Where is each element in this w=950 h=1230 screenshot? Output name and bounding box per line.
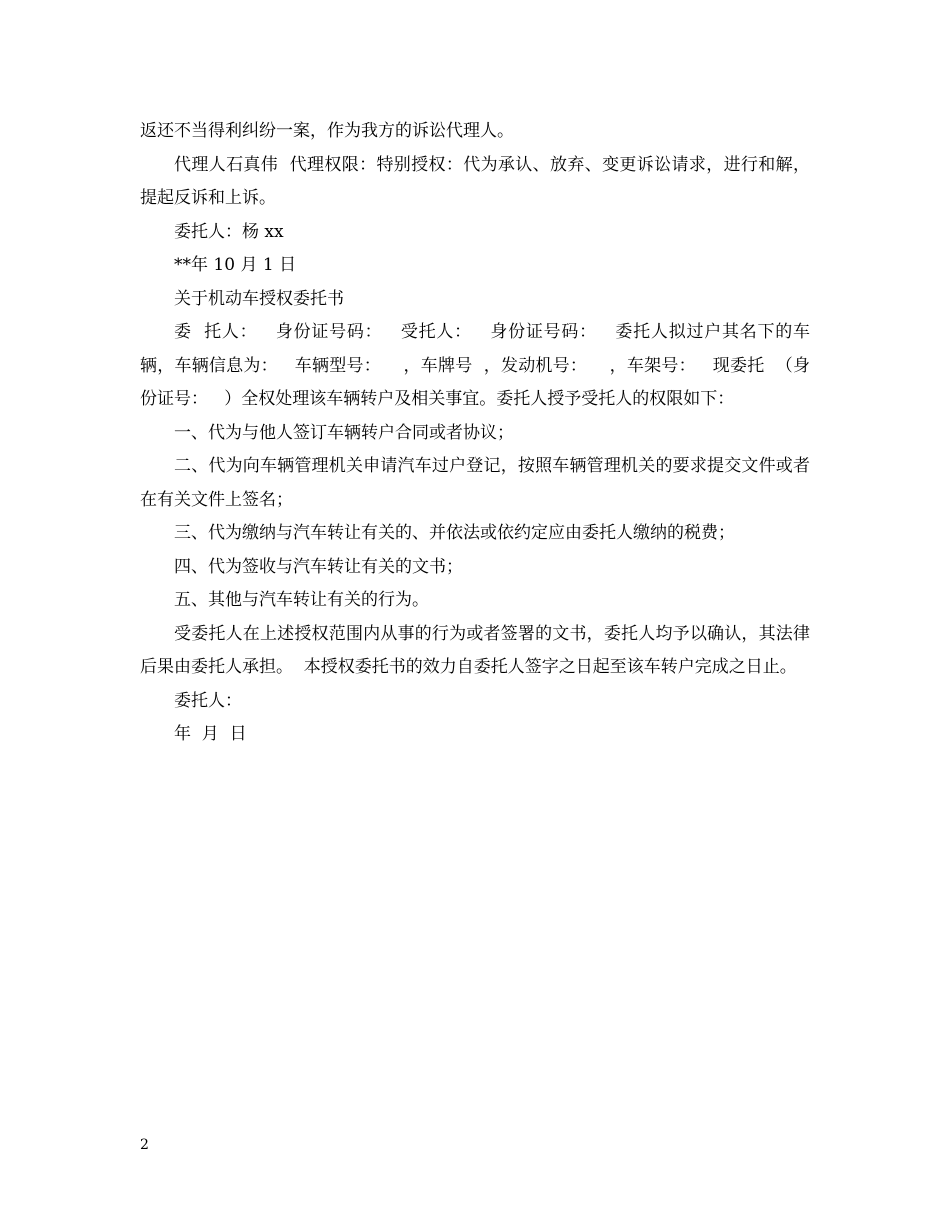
paragraph-date-line: 年 月 日 bbox=[174, 724, 247, 744]
paragraph-case-continuation: 返还不当得利纠纷一案，作为我方的诉讼代理人。 bbox=[140, 121, 514, 141]
list-item-4: 四、代为签收与汽车转让有关的文书； bbox=[174, 556, 463, 577]
paragraph-principal-signature: 委托人：杨 xx bbox=[174, 221, 284, 242]
list-item-5: 五、其他与汽车转让有关的行为。 bbox=[174, 590, 429, 610]
paragraph-confirmation: 受委托人在上述授权范围内从事的行为或者签署的文书，委托人均予以确认，其法律后果由委托人承担。 本授权委托书的效力自委托人签字之日起至该车转户完成之日止。 bbox=[140, 623, 810, 677]
paragraph-vehicle-info: 委 托人： 身份证号码： 受托人： 身份证号码： 委托人拟过户其名下的车辆，车辆信息为： 车辆型号： ，车牌号 ，发动机号： ，车架号： 现委托 （身份证号： ）全权处理该车辆转户及相关事宜。委托人授予受托人的权限如下： bbox=[140, 322, 810, 409]
list-item-1: 一、代为与他人签订车辆转户合同或者协议； bbox=[174, 422, 514, 443]
paragraph-signature-line: 委托人： bbox=[174, 690, 242, 711]
page-number: 2 bbox=[140, 1137, 149, 1153]
list-item-2: 二、代为向车辆管理机关申请汽车过户登记，按照车辆管理机关的要求提交文件或者在有关文件上签名； bbox=[140, 456, 810, 510]
document-body bbox=[140, 115, 810, 752]
list-item-3: 三、代为缴纳与汽车转让有关的、并依法或依约定应由委托人缴纳的税费； bbox=[174, 523, 735, 543]
paragraph-date: **年 10 月 1 日 bbox=[174, 255, 297, 275]
paragraph-agent-authority: 代理人石真伟 代理权限：特别授权：代为承认、放弃、变更诉讼请求，进行和解，提起反诉和上诉。 bbox=[140, 154, 810, 208]
section-title-vehicle-authorization: 关于机动车授权委托书 bbox=[174, 288, 344, 309]
